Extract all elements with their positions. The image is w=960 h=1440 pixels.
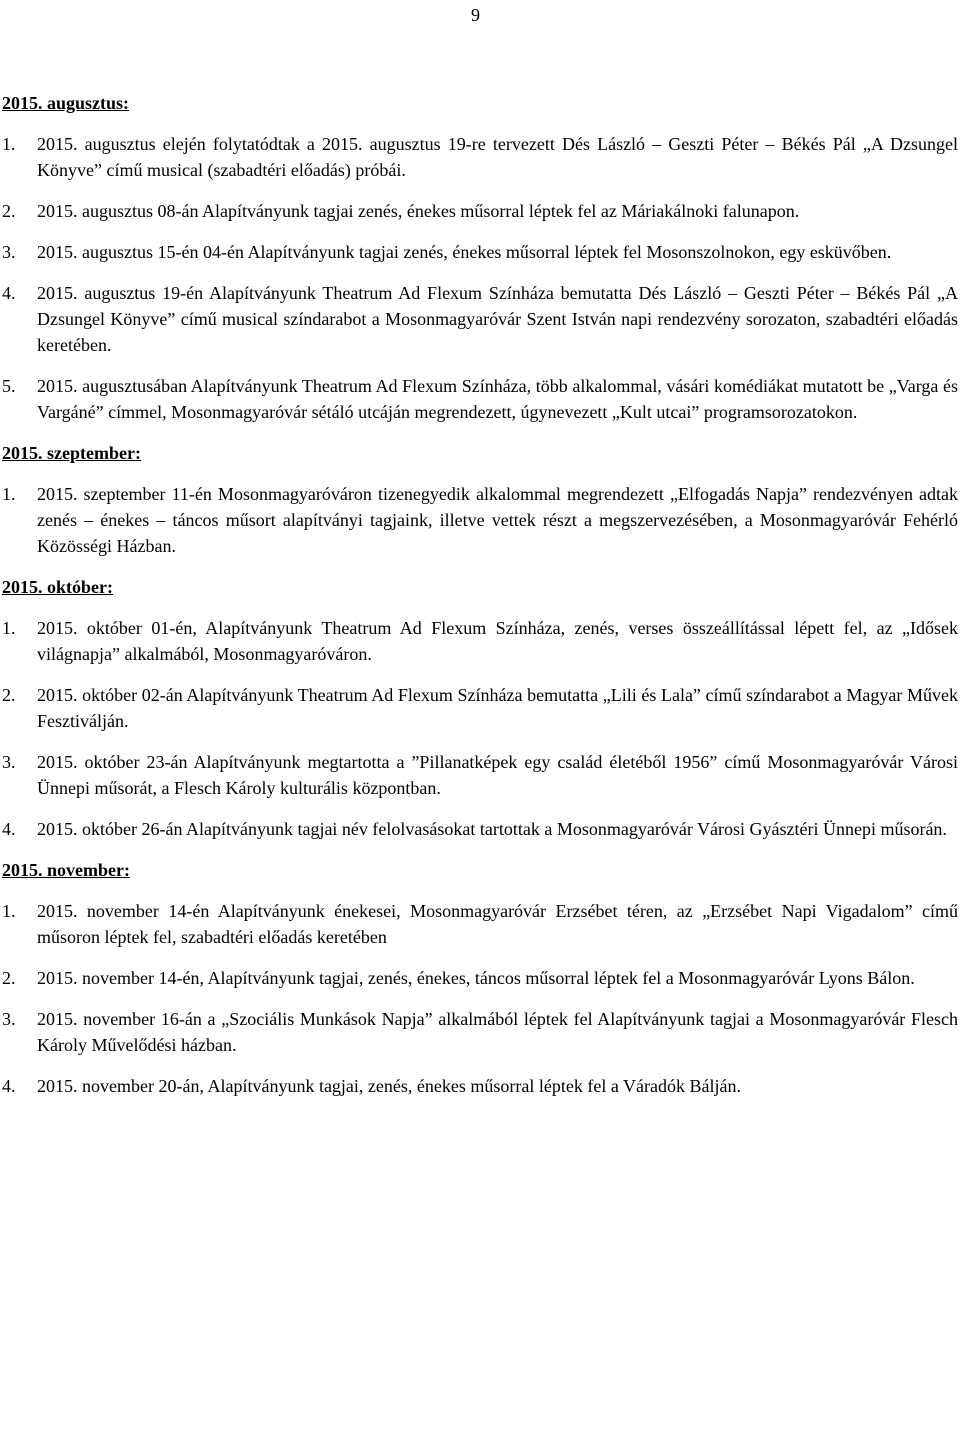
section-heading: 2015. augusztus: (2, 93, 130, 113)
section-august (0, 90, 958, 425)
item-text: 2015. november 14-én, Alapítványunk tagjai, zenés, énekes, táncos műsorral léptek fel a Mosonmagyaróvár Lyons Bálon. (37, 968, 915, 988)
item-number: 1. (2, 618, 16, 638)
section-september (0, 440, 958, 559)
list-item (0, 749, 958, 801)
item-text: 2015. augusztus elején folytatódtak a 2015. augusztus 19-re tervezett Dés László – Geszti Péter – Békés Pál „A Dzsungel Könyve” című musical (szabadtéri előadás) próbái. (37, 134, 958, 180)
list-item (0, 239, 958, 265)
item-text: 2015. október 02-án Alapítványunk Theatrum Ad Flexum Színháza bemutatta „Lili és Lala” című színdarabot a Magyar Művek Fesztiválján. (37, 685, 958, 731)
list-item (0, 1006, 958, 1058)
item-number: 3. (2, 752, 16, 772)
item-text: 2015. november 16-án a „Szociális Munkások Napja” alkalmából léptek fel Alapítványunk tagjai a Mosonmagyaróvár Flesch Károly Művelődési házban. (37, 1009, 958, 1055)
section-heading: 2015. november: (2, 860, 130, 880)
item-number: 1. (2, 134, 16, 154)
item-number: 2. (2, 685, 16, 705)
page-number: 9 (471, 5, 480, 25)
item-number: 2. (2, 201, 16, 221)
list-item (0, 1073, 958, 1099)
item-number: 1. (2, 901, 16, 921)
section-november (0, 857, 958, 1099)
list-item (0, 615, 958, 667)
item-text: 2015. augusztus 08-án Alapítványunk tagjai zenés, énekes műsorral léptek fel az Máriakálnoki falunapon. (37, 201, 800, 221)
item-text: 2015. augusztus 19-én Alapítványunk Theatrum Ad Flexum Színháza bemutatta Dés László – Geszti Péter – Békés Pál „A Dzsungel Könyve” című musical színdarabot a Mosonmagyaróvár Szent István napi rendezvény sorozaton, szabadtéri előadás keretében. (37, 283, 958, 355)
item-text: 2015. november 20-án, Alapítványunk tagjai, zenés, énekes műsorral léptek fel a Váradók Bálján. (37, 1076, 741, 1096)
item-number: 5. (2, 376, 16, 396)
item-text: 2015. október 01-én, Alapítványunk Theatrum Ad Flexum Színháza, zenés, verses összeállítással lépett fel, az „Idősek világnapja” alkalmából, Mosonmagyaróváron. (37, 618, 958, 664)
section-heading: 2015. október: (2, 577, 113, 597)
item-text: 2015. augusztus 15-én 04-én Alapítványunk tagjai zenés, énekes műsorral léptek fel Mosonszolnokon, egy esküvőben. (37, 242, 892, 262)
list-item (0, 816, 958, 842)
list-item (0, 898, 958, 950)
item-text: 2015. november 14-én Alapítványunk énekesei, Mosonmagyaróvár Erzsébet téren, az „Erzsébet Napi Vigadalom” című műsoron léptek fel, szabadtéri előadás keretében (37, 901, 958, 947)
item-number: 3. (2, 242, 16, 262)
item-number: 2. (2, 968, 16, 988)
list-item (0, 682, 958, 734)
list-item (0, 280, 958, 358)
list-item (0, 131, 958, 183)
item-number: 3. (2, 1009, 16, 1029)
item-text: 2015. október 23-án Alapítványunk megtartotta a ”Pillanatképek egy család életéből 1956” című Mosonmagyaróvár Városi Ünnepi műsorát, a Flesch Károly kulturális központban. (37, 752, 958, 798)
item-number: 1. (2, 484, 16, 504)
document-body (0, 90, 958, 1114)
item-number: 4. (2, 1076, 16, 1096)
list-item (0, 965, 958, 991)
section-heading: 2015. szeptember: (2, 443, 141, 463)
item-number: 4. (2, 283, 16, 303)
list-item (0, 373, 958, 425)
item-text: 2015. szeptember 11-én Mosonmagyaróváron tizenegyedik alkalommal megrendezett „Elfogadás Napja” rendezvényen adtak zenés – énekes – táncos műsort alapítványi tagjaink, illetve vettek részt a megszervezésében, a Mosonmagyaróvár Fehérló Közösségi Házban. (37, 484, 958, 556)
item-number: 4. (2, 819, 16, 839)
list-item (0, 198, 958, 224)
item-text: 2015. október 26-án Alapítványunk tagjai név felolvasásokat tartottak a Mosonmagyaróvár Városi Gyásztéri Ünnepi műsorán. (37, 819, 947, 839)
list-item (0, 481, 958, 559)
section-october (0, 574, 958, 842)
item-text: 2015. augusztusában Alapítványunk Theatrum Ad Flexum Színháza, több alkalommal, vásári komédiákat mutatott be „Varga és Vargáné” címmel, Mosonmagyaróvár sétáló utcáján megrendezett, úgynevezett „Kult utcai” programsorozatokon. (37, 376, 958, 422)
